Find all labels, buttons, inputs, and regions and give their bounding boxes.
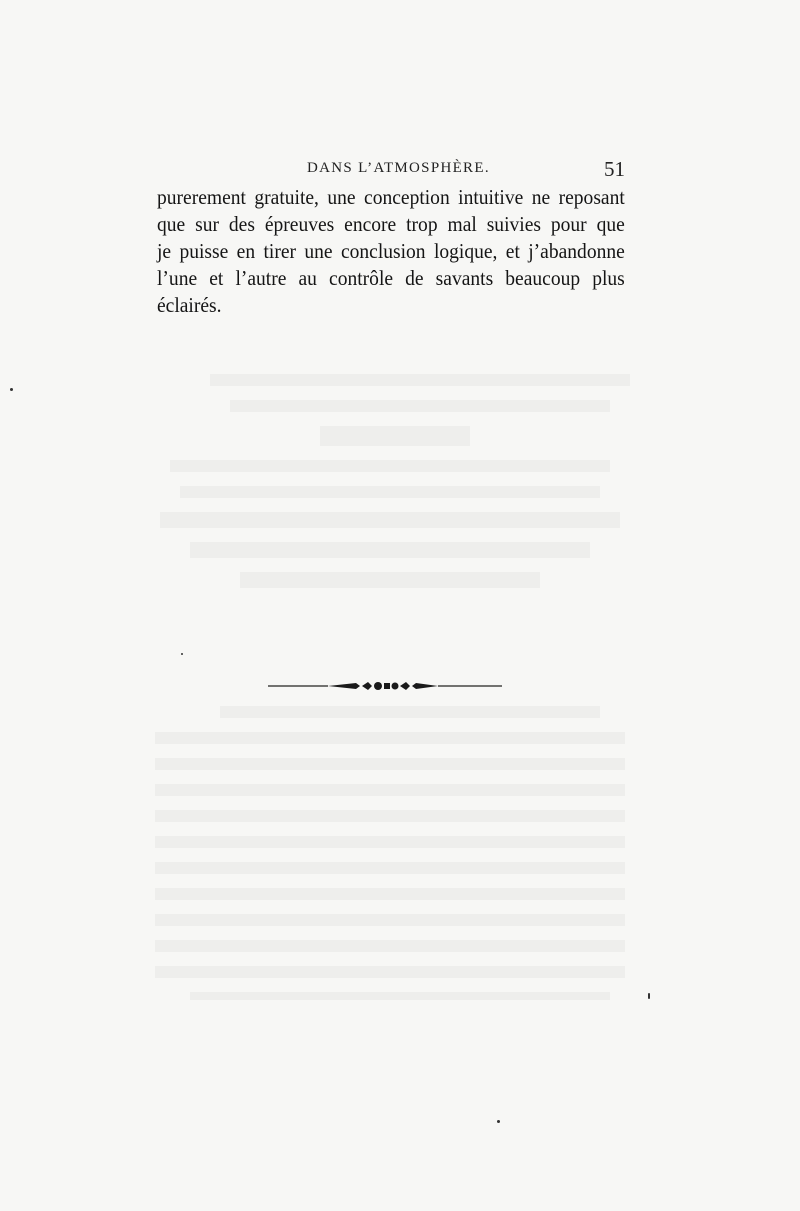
running-title: DANS L’ATMOSPHÈRE. [307,160,490,176]
paper-speck [10,388,13,391]
page-number: 51 [604,157,625,181]
body-paragraph [157,184,625,319]
text-line: purerement gratuite, une conception intuitive ne reposant [157,185,625,209]
paper-speck [648,993,650,999]
paper-speck [497,1120,500,1123]
tailpiece-ornament-icon [268,679,502,693]
paper-speck [181,653,183,655]
text-line: éclairés. [157,293,222,317]
text-line: que sur des épreuves encore trop mal suivies pour que [157,212,625,236]
text-line: l’une et l’autre au contrôle de savants beaucoup plus [157,266,625,290]
text-line: je puisse en tirer une conclusion logique, et j’abandonne [157,239,625,263]
running-head [157,157,625,184]
